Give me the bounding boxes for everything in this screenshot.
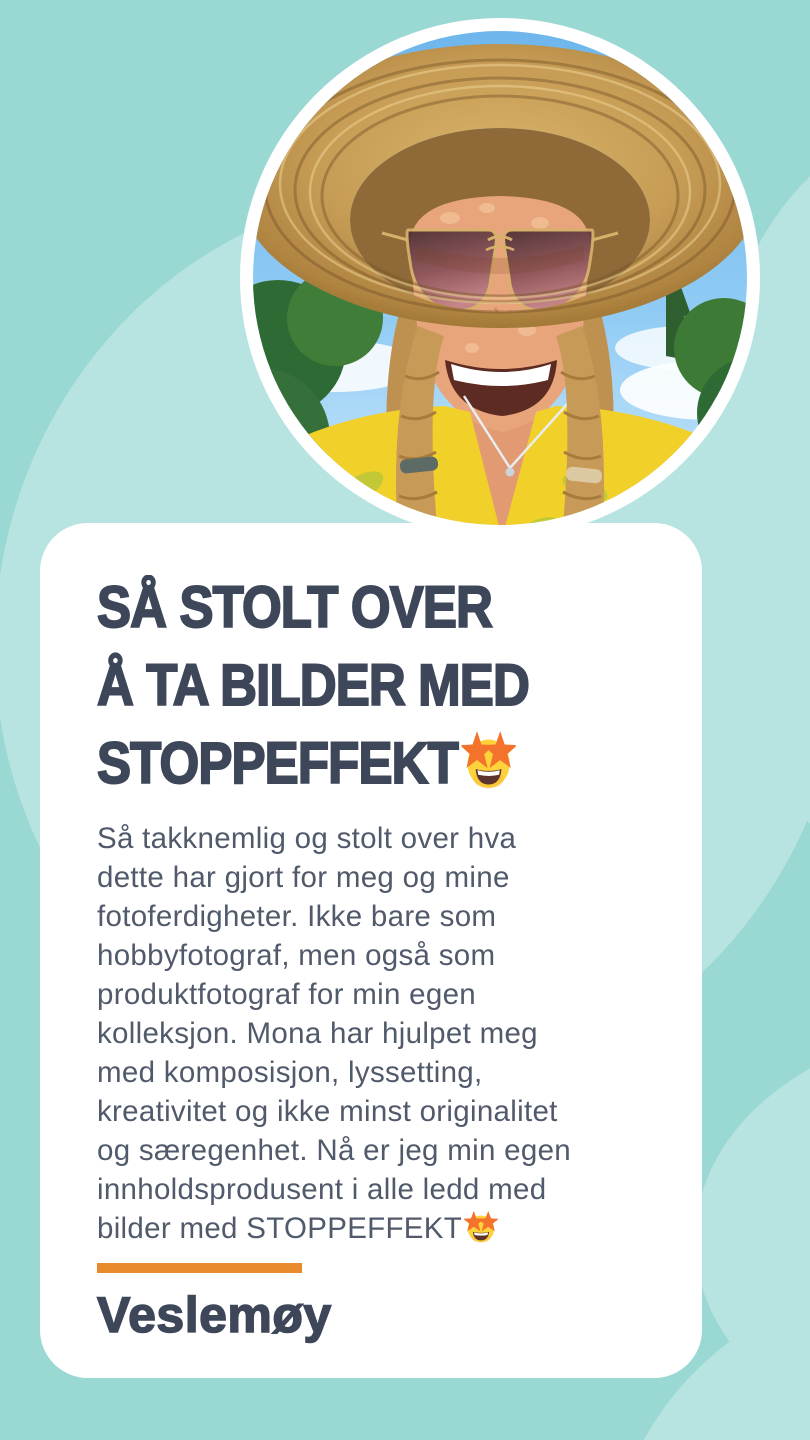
body-line: produktfotograf for min egen [97, 978, 477, 1011]
testimonial-card [40, 523, 702, 1378]
author-name: Veslemøy [97, 1287, 332, 1343]
body-line: Så takknemlig og stolt over hva [97, 822, 517, 855]
body-line: innholdsprodusent i alle ledd med [97, 1173, 547, 1206]
testimonial-body [97, 819, 668, 1248]
body-line: kolleksjon. Mona har hjulpet meg [97, 1017, 538, 1050]
body-line [97, 1209, 668, 1248]
accent-divider [97, 1263, 302, 1273]
body-line: hobbyfotograf, men også som [97, 939, 496, 972]
star-struck-emoji [464, 1211, 498, 1245]
portrait-illustration [240, 18, 760, 538]
heading-line: Å TA BILDER MED [97, 653, 529, 718]
body-line: og særegenhet. Nå er jeg min egen [97, 1134, 571, 1167]
body-line-text: bilder med STOPPEFFEKT [97, 1212, 463, 1245]
body-line: med komposisjon, lyssetting, [97, 1056, 483, 1089]
portrait-photo [240, 18, 760, 538]
card-heading [97, 569, 599, 803]
heading-line-text: STOPPEFFEKT [97, 731, 458, 796]
heading-line: SÅ STOLT OVER [97, 575, 493, 640]
star-struck-emoji [461, 731, 516, 793]
body-line: kreativitet og ikke minst originalitet [97, 1095, 558, 1128]
body-line: fotoferdigheter. Ikke bare som [97, 900, 497, 933]
body-line: dette har gjort for meg og mine [97, 861, 510, 894]
heading-line [97, 725, 599, 803]
